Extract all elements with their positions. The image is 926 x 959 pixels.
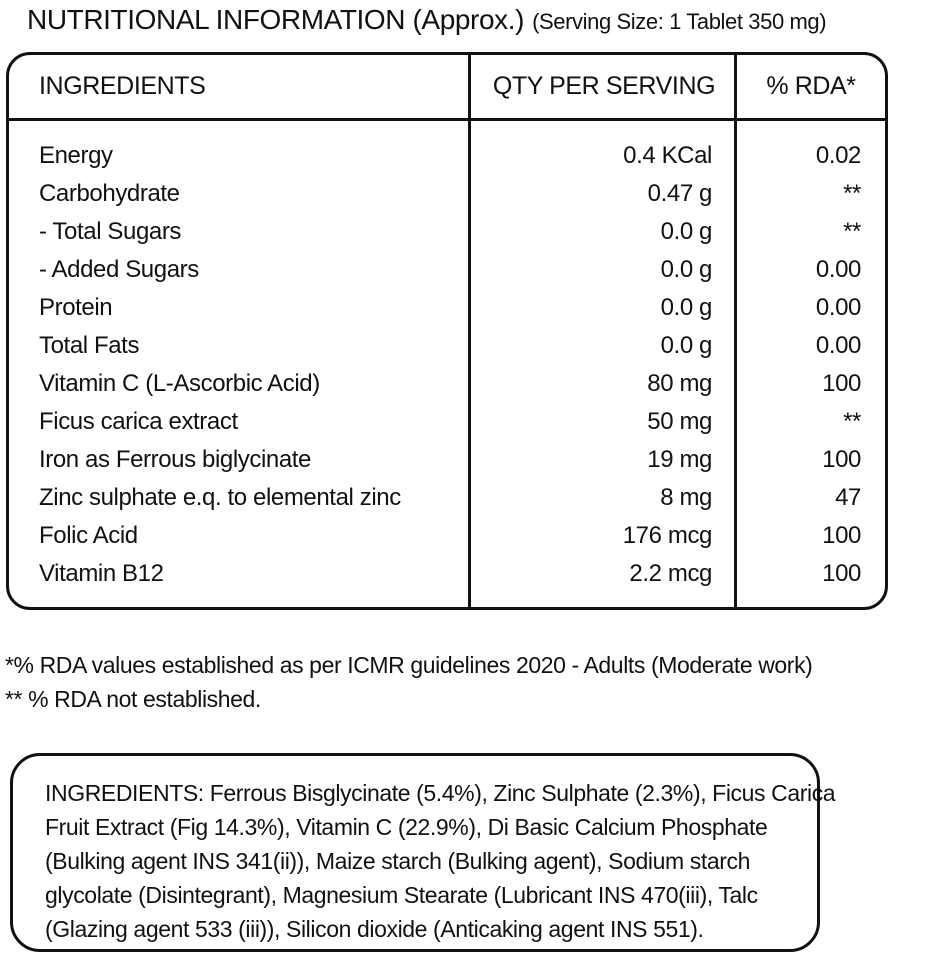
table-header-row [9,55,885,118]
table-row [9,137,885,175]
ingredient-name: Carbohydrate [39,180,180,207]
qty-value: 0.0 g [660,294,712,321]
ingredients-text-line: Fruit Extract (Fig 14.3%), Vitamin C (22.9%), Di Basic Calcium Phosphate [45,814,768,840]
rda-value: 47 [835,484,861,511]
rda-value: ** [843,408,861,435]
qty-value: 0.0 g [660,218,712,245]
ingredient-name: Folic Acid [39,522,138,549]
qty-value: 0.0 g [660,332,712,359]
rda-value: 0.00 [815,332,861,359]
table-row [9,517,885,555]
rda-value: 0.00 [815,294,861,321]
qty-value: 0.47 g [647,180,712,207]
table-row [9,175,885,213]
table-row [9,555,885,593]
ingredients-text-line: INGREDIENTS: Ferrous Bisglycinate (5.4%), Zinc Sulphate (2.3%), Ficus Carica [45,780,836,806]
rda-value: 100 [822,370,861,397]
header-rda: % RDA* [766,72,856,100]
header-qty-per-serving: QTY PER SERVING [492,72,716,100]
ingredients-text-line: (Glazing agent 533 (iii)), Silicon dioxide (Anticaking agent INS 551). [45,916,704,942]
table-row [9,441,885,479]
ingredient-name: Vitamin C (L-Ascorbic Acid) [39,370,320,397]
table-row [9,213,885,251]
ingredients-box [10,753,836,952]
qty-value: 176 mcg [622,522,712,549]
qty-value: 80 mg [647,370,712,397]
table-row [9,251,885,289]
header-ingredients: INGREDIENTS [39,72,206,100]
rda-value: 0.00 [815,256,861,283]
footnotes [5,648,812,716]
footnote-rda-not-established: ** % RDA not established. [5,686,261,712]
page-title [27,4,826,36]
nutrition-table [6,52,888,610]
ingredients-text-line: glycolate (Disintegrant), Magnesium Stearate (Lubricant INS 470(iii), Talc [45,882,758,908]
qty-value: 19 mg [647,446,712,473]
footnote-rda-source: *% RDA values established as per ICMR guidelines 2020 - Adults (Moderate work) [5,652,813,678]
ingredient-name: - Total Sugars [39,218,182,245]
ingredient-name: Zinc sulphate e.q. to elemental zinc [39,484,401,511]
rda-value: 100 [822,446,861,473]
table-row [9,289,885,327]
qty-value: 50 mg [647,408,712,435]
rda-value: ** [843,180,861,207]
ingredient-name: Iron as Ferrous biglycinate [39,446,311,473]
ingredient-name: Protein [39,294,113,321]
ingredients-text-line: (Bulking agent INS 341(ii)), Maize starch (Bulking agent), Sodium starch [45,848,750,874]
ingredient-name: Total Fats [39,332,140,359]
title-serving-size: (Serving Size: 1 Tablet 350 mg) [532,9,827,34]
ingredient-name: Energy [39,142,113,169]
qty-value: 8 mg [660,484,712,511]
table-row [9,479,885,517]
table-body [9,121,885,607]
table-row [9,365,885,403]
ingredient-name: - Added Sugars [39,256,199,283]
qty-value: 0.4 KCal [623,142,712,169]
title-main: NUTRITIONAL INFORMATION (Approx.) [27,4,525,35]
rda-value: 0.02 [815,142,861,169]
rda-value: 100 [822,560,861,587]
qty-value: 2.2 mcg [629,560,712,587]
ingredient-name: Vitamin B12 [39,560,164,587]
rda-value: ** [843,218,861,245]
rda-value: 100 [822,522,861,549]
table-row [9,327,885,365]
qty-value: 0.0 g [660,256,712,283]
table-row [9,403,885,441]
ingredient-name: Ficus carica extract [39,408,238,435]
